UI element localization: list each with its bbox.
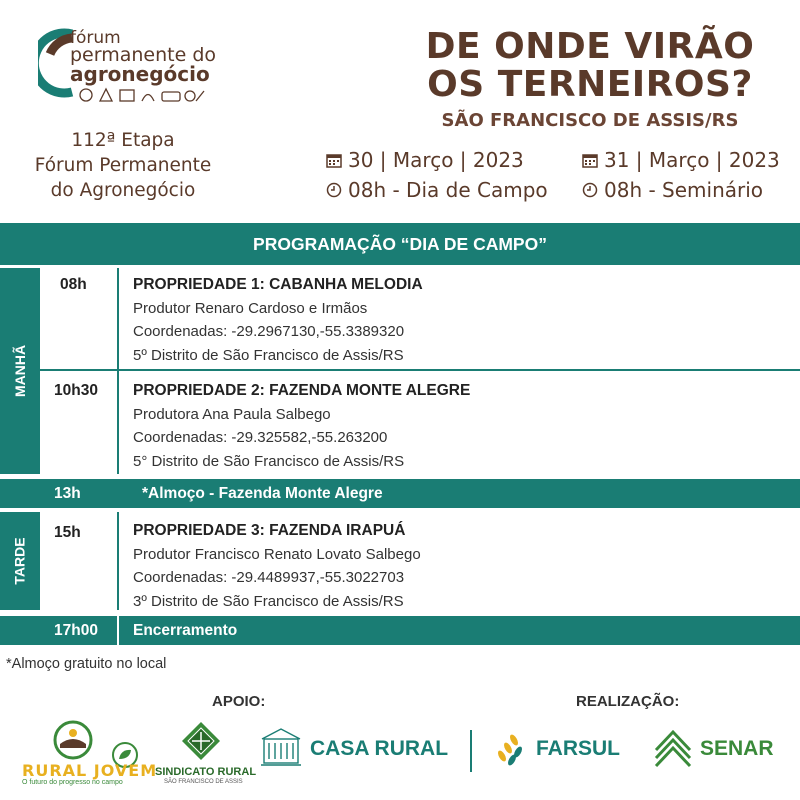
sindicato-subtext: SÃO FRANCISCO DE ASSIS (164, 779, 243, 785)
sindicato-diamond-icon (180, 720, 222, 762)
event2-date (582, 148, 780, 172)
logo-text-permanente: permanente do (70, 44, 217, 66)
item2-block (133, 379, 470, 473)
casa-rural-text: CASA RURAL (310, 737, 449, 760)
sindicato-text: SINDICATO RURAL (155, 766, 257, 778)
afternoon-label (0, 512, 40, 610)
closing-text: Encerramento (133, 622, 238, 639)
morning-label-text: MANHÃ (12, 344, 29, 398)
closing-divider (117, 616, 119, 645)
event2-time-text: 08h - Seminário (604, 178, 764, 202)
etapa-line-1: 112ª Etapa (71, 130, 175, 151)
etapa-line-2: Fórum Permanente (34, 155, 212, 176)
lunch-bar (0, 479, 800, 508)
lunch-time: 13h (54, 485, 81, 502)
lunch-note: *Almoço gratuito no local (6, 656, 167, 672)
clock-icon (326, 182, 342, 198)
event2-time (582, 178, 763, 202)
item1-producer: Produtor Renaro Cardoso e Irmãos (133, 299, 368, 317)
lunch-text: *Almoço - Fazenda Monte Alegre (142, 485, 383, 502)
item3-coords: Coordenadas: -29.4489937,-55.3022703 (133, 569, 405, 586)
program-heading: PROGRAMAÇÃO “DIA DE CAMPO” (0, 223, 800, 265)
rural-jovem-text: RURAL JOVEM (22, 761, 158, 780)
divider-vertical (117, 268, 119, 474)
item2-district: 5° Distrito de São Francisco de Assis/RS (133, 452, 405, 470)
clock-icon (582, 182, 598, 198)
farsul-text: FARSUL (536, 737, 620, 760)
item1-coords: Coordenadas: -29.2967130,-55.3389320 (133, 323, 405, 340)
calendar-icon (326, 152, 342, 168)
etapa-line-3: do Agronegócio (50, 180, 196, 201)
divider-horizontal (40, 369, 800, 371)
item1-title: PROPRIEDADE 1: CABANHA MELODIA (133, 276, 423, 293)
city-subtitle: SÃO FRANCISCO DE ASSIS/RS (441, 110, 739, 131)
agro-icons-strip (78, 86, 206, 104)
etapa-text (18, 128, 228, 203)
item1-district: 5º Distrito de São Francisco de Assis/RS (133, 346, 404, 364)
calendar-icon (582, 152, 598, 168)
event2-date-text: 31 | Março | 2023 (604, 148, 780, 172)
support-label: APOIO: (212, 693, 266, 710)
title-line-2: OS TERNEIROS? (427, 64, 753, 105)
event1-date (326, 148, 524, 172)
senar-text: SENAR (700, 737, 774, 760)
item3-district: 3º Distrito de São Francisco de Assis/RS (133, 592, 404, 610)
rural-jovem-emblem-icon (52, 720, 94, 760)
rural-jovem-tagline: O futuro do progresso no campo (22, 779, 123, 786)
event1-date-text: 30 | Março | 2023 (348, 148, 524, 172)
main-title (380, 28, 800, 104)
closing-bar (0, 616, 800, 645)
farsul-wheat-icon (490, 730, 532, 772)
item2-time: 10h30 (54, 382, 98, 399)
senar-leaf-icon (650, 728, 696, 774)
item1-time: 08h (60, 276, 87, 293)
morning-label (0, 268, 40, 474)
item3-time: 15h (54, 524, 81, 541)
event1-time (326, 178, 548, 202)
event1-time-text: 08h - Dia de Campo (348, 178, 548, 202)
item3-title: PROPRIEDADE 3: FAZENDA IRAPUÁ (133, 522, 406, 539)
title-line-1: DE ONDE VIRÃO (425, 26, 755, 67)
item1-block (133, 273, 423, 367)
divider-vertical (117, 512, 119, 610)
logo-text-forum: fórum (70, 28, 121, 48)
item2-coords: Coordenadas: -29.325582,-55.263200 (133, 429, 388, 446)
logo-text-agronegocio: agronegócio (70, 62, 210, 86)
item2-title: PROPRIEDADE 2: FAZENDA MONTE ALEGRE (133, 382, 471, 399)
footer-divider (470, 730, 472, 772)
realization-label: REALIZAÇÃO: (576, 693, 680, 710)
item3-block (133, 519, 421, 613)
item2-producer: Produtora Ana Paula Salbego (133, 405, 331, 423)
closing-time: 17h00 (54, 622, 98, 639)
casa-rural-building-icon (258, 725, 304, 769)
item3-producer: Produtor Francisco Renato Lovato Salbego (133, 545, 421, 563)
afternoon-label-text: TARDE (12, 537, 28, 585)
